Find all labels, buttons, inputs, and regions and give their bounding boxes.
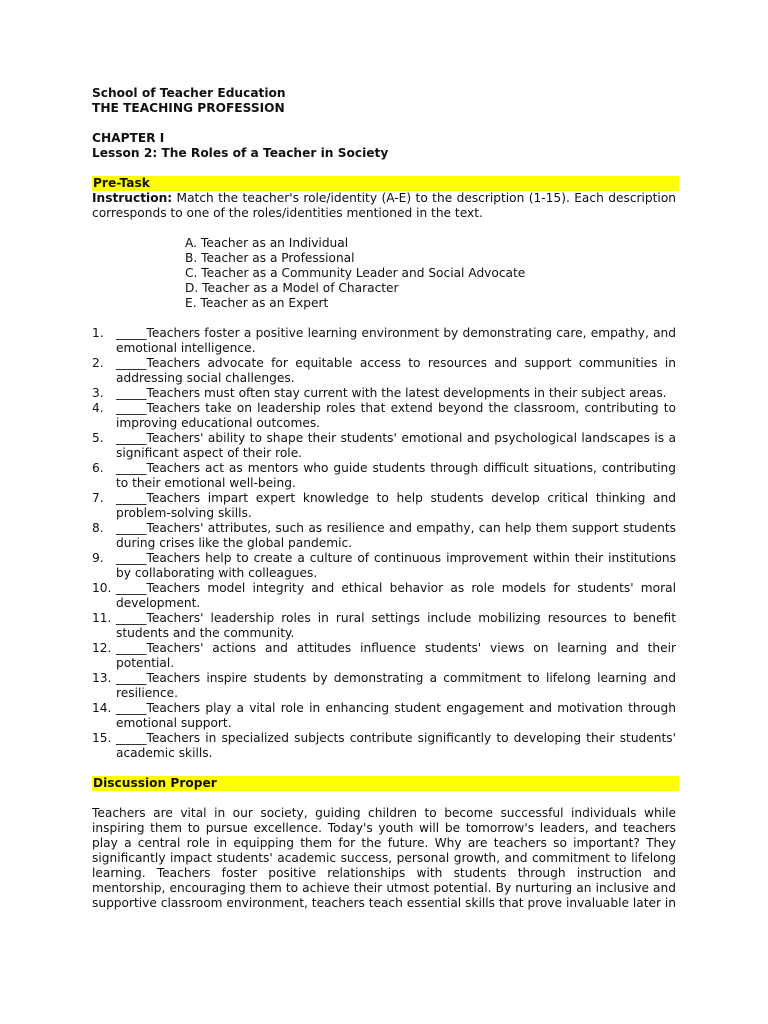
item-text: _____Teachers advocate for equitable access to resources and support communities in addressing social challenges. <box>116 356 676 385</box>
list-item <box>92 461 676 491</box>
item-text: _____Teachers in specialized subjects contribute significantly to developing their students' academic skills. <box>116 731 676 760</box>
pretask-heading: Pre-Task <box>92 176 679 191</box>
item-text: _____Teachers inspire students by demonstrating a commitment to lifelong learning and resilience. <box>116 671 676 700</box>
item-text: _____Teachers impart expert knowledge to help students develop critical thinking and problem-solving skills. <box>116 491 676 520</box>
item-number: 7. <box>92 491 104 505</box>
list-item <box>92 386 676 401</box>
list-item <box>92 551 676 581</box>
role-item: B. Teacher as a Professional <box>185 251 355 265</box>
item-text: _____Teachers' attributes, such as resilience and empathy, can help them support students during crises like the global pandemic. <box>116 521 676 550</box>
role-item: C. Teacher as a Community Leader and Social Advocate <box>185 266 526 280</box>
list-item <box>92 581 676 611</box>
course-title: THE TEACHING PROFESSION <box>92 101 285 115</box>
list-item <box>92 491 676 521</box>
item-text: _____Teachers foster a positive learning environment by demonstrating care, empathy, and emotional intelligence. <box>116 326 676 355</box>
instruction-label: Instruction: <box>92 191 173 205</box>
item-number: 10. <box>92 581 112 595</box>
instruction-text: Match the teacher's role/identity (A-E) to the description (1-15). Each description corresponds to one of the roles/identities mentioned in the text. <box>92 191 676 220</box>
roles-list <box>185 236 676 311</box>
role-item: D. Teacher as a Model of Character <box>185 281 399 295</box>
list-item <box>92 701 676 731</box>
list-item <box>92 521 676 551</box>
discussion-paragraph: Teachers are vital in our society, guiding children to become successful individuals while inspiring them to pursue excellence. Today's youth will be tomorrow's leaders, and teachers play a central role in equipping them for the future. Why are teachers so important? They significantly impact students' academic success, personal growth, and commitment to lifelong learning. Teachers foster positive relationships with students through instruction and mentorship, encouraging them to achieve their utmost potential. By nurturing an inclusive and supportive classroom environment, teachers teach essential skills that prove invaluable later in <box>92 806 676 910</box>
item-text: _____Teachers' ability to shape their students' emotional and psychological landscapes is a significant aspect of their role. <box>116 431 676 460</box>
list-item <box>92 401 676 431</box>
list-item <box>92 641 676 671</box>
item-number: 3. <box>92 386 104 400</box>
item-number: 15. <box>92 731 112 745</box>
instruction <box>92 191 676 221</box>
lesson-title: Lesson 2: The Roles of a Teacher in Society <box>92 146 389 160</box>
item-number: 11. <box>92 611 112 625</box>
matching-items-list <box>92 326 676 761</box>
item-number: 1. <box>92 326 104 340</box>
role-item: A. Teacher as an Individual <box>185 236 349 250</box>
list-item <box>92 731 676 761</box>
item-text: _____Teachers' leadership roles in rural settings include mobilizing resources to benefit students and the community. <box>116 611 676 640</box>
item-number: 9. <box>92 551 104 565</box>
item-text: _____Teachers help to create a culture of continuous improvement within their institutions by collaborating with colleagues. <box>116 551 676 580</box>
item-number: 2. <box>92 356 104 370</box>
item-text: _____Teachers' actions and attitudes influence students' views on learning and their potential. <box>116 641 676 670</box>
item-text: _____Teachers act as mentors who guide students through difficult situations, contributing to their emotional well-being. <box>116 461 676 490</box>
role-item: E. Teacher as an Expert <box>185 296 329 310</box>
item-number: 5. <box>92 431 104 445</box>
discussion-heading: Discussion Proper <box>92 776 679 791</box>
item-text: _____Teachers must often stay current with the latest developments in their subject areas. <box>116 386 667 400</box>
item-text: _____Teachers play a vital role in enhancing student engagement and motivation through emotional support. <box>116 701 676 730</box>
item-number: 13. <box>92 671 112 685</box>
chapter-title: CHAPTER I <box>92 131 165 145</box>
list-item <box>92 326 676 356</box>
item-number: 4. <box>92 401 104 415</box>
item-number: 8. <box>92 521 104 535</box>
item-number: 14. <box>92 701 112 715</box>
list-item <box>92 431 676 461</box>
item-text: _____Teachers model integrity and ethical behavior as role models for students' moral development. <box>116 581 676 610</box>
list-item <box>92 356 676 386</box>
item-text: _____Teachers take on leadership roles that extend beyond the classroom, contributing to improving educational outcomes. <box>116 401 676 430</box>
item-number: 6. <box>92 461 104 475</box>
item-number: 12. <box>92 641 112 655</box>
list-item <box>92 671 676 701</box>
list-item <box>92 611 676 641</box>
school-name: School of Teacher Education <box>92 86 286 100</box>
